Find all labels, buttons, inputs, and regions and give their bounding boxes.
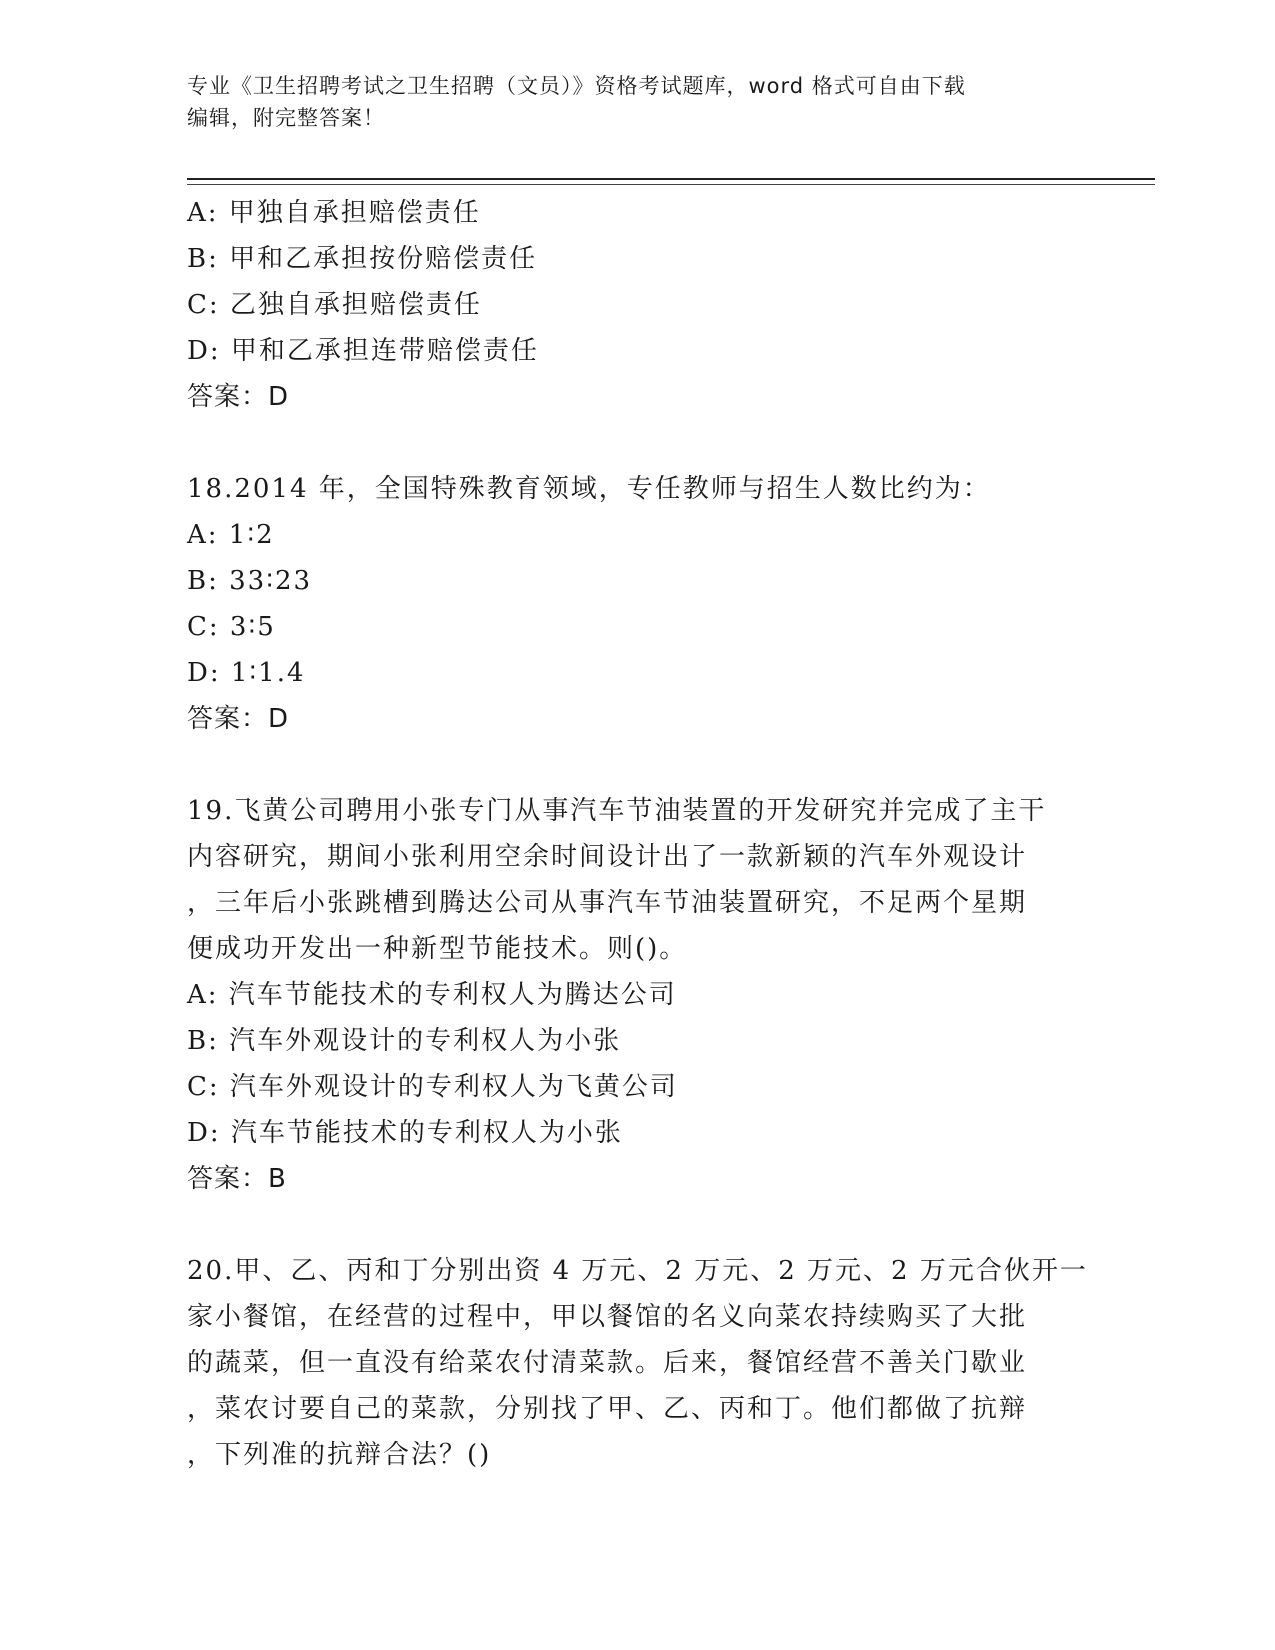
option-c: C: 汽车外观设计的专利权人为飞黄公司	[187, 1072, 678, 1102]
answer: 答案：D	[187, 382, 290, 412]
question-19	[187, 788, 1087, 1202]
header-line-2: 编辑，附完整答案！	[187, 106, 385, 130]
option-a: A: 1∶2	[187, 520, 275, 550]
header-divider-thin	[187, 184, 1155, 185]
header-divider-thick	[187, 178, 1155, 180]
option-b: B: 33∶23	[187, 566, 313, 596]
question-stem-line: ，下列准的抗辩合法？()	[187, 1440, 492, 1470]
question-stem: 18.2014 年，全国特殊教育领域，专任教师与招生人数比约为：	[187, 474, 991, 504]
option-c: C: 3∶5	[187, 612, 276, 642]
question-stem-line: ，三年后小张跳槽到腾达公司从事汽车节油装置研究，不足两个星期	[187, 888, 1028, 918]
option-a: A: 汽车节能技术的专利权人为腾达公司	[187, 980, 677, 1010]
question-stem-line: ，菜农讨要自己的菜款，分别找了甲、乙、丙和丁。他们都做了抗辩	[187, 1394, 1028, 1424]
option-a: A: 甲独自承担赔偿责任	[187, 198, 481, 228]
question-stem-line: 的蔬菜，但一直没有给菜农付清菜款。后来，餐馆经营不善关门歇业	[187, 1348, 1028, 1378]
header-line-1: 专业《卫生招聘考试之卫生招聘（文员）》资格考试题库，word 格式可自由下载	[187, 74, 966, 98]
question-stem-line: 19.飞黄公司聘用小张专门从事汽车节油装置的开发研究并完成了主干	[187, 796, 1047, 826]
option-b: B: 甲和乙承担按份赔偿责任	[187, 244, 538, 274]
question-20	[187, 1248, 1087, 1478]
option-d: D: 汽车节能技术的专利权人为小张	[187, 1118, 623, 1148]
question-stem-line: 家小餐馆，在经营的过程中，甲以餐馆的名义向菜农持续购买了大批	[187, 1302, 1028, 1332]
answer: 答案：D	[187, 704, 290, 734]
option-d: D: 甲和乙承担连带赔偿责任	[187, 336, 539, 366]
question-stem-line: 20.甲、乙、丙和丁分别出资 4 万元、2 万元、2 万元、2 万元合伙开一	[187, 1256, 1088, 1286]
question-stem-line: 内容研究，期间小张利用空余时间设计出了一款新颖的汽车外观设计	[187, 842, 1028, 872]
question-stem-line: 便成功开发出一种新型节能技术。则()。	[187, 934, 688, 964]
question-18	[187, 466, 1087, 742]
question-content	[187, 190, 1087, 1478]
document-header	[187, 70, 1087, 134]
spacer	[187, 1202, 1087, 1248]
spacer	[187, 420, 1087, 466]
spacer	[187, 742, 1087, 788]
question-17	[187, 190, 1087, 420]
answer: 答案：B	[187, 1164, 287, 1194]
option-b: B: 汽车外观设计的专利权人为小张	[187, 1026, 622, 1056]
option-c: C: 乙独自承担赔偿责任	[187, 290, 482, 320]
option-d: D: 1∶1.4	[187, 658, 306, 688]
